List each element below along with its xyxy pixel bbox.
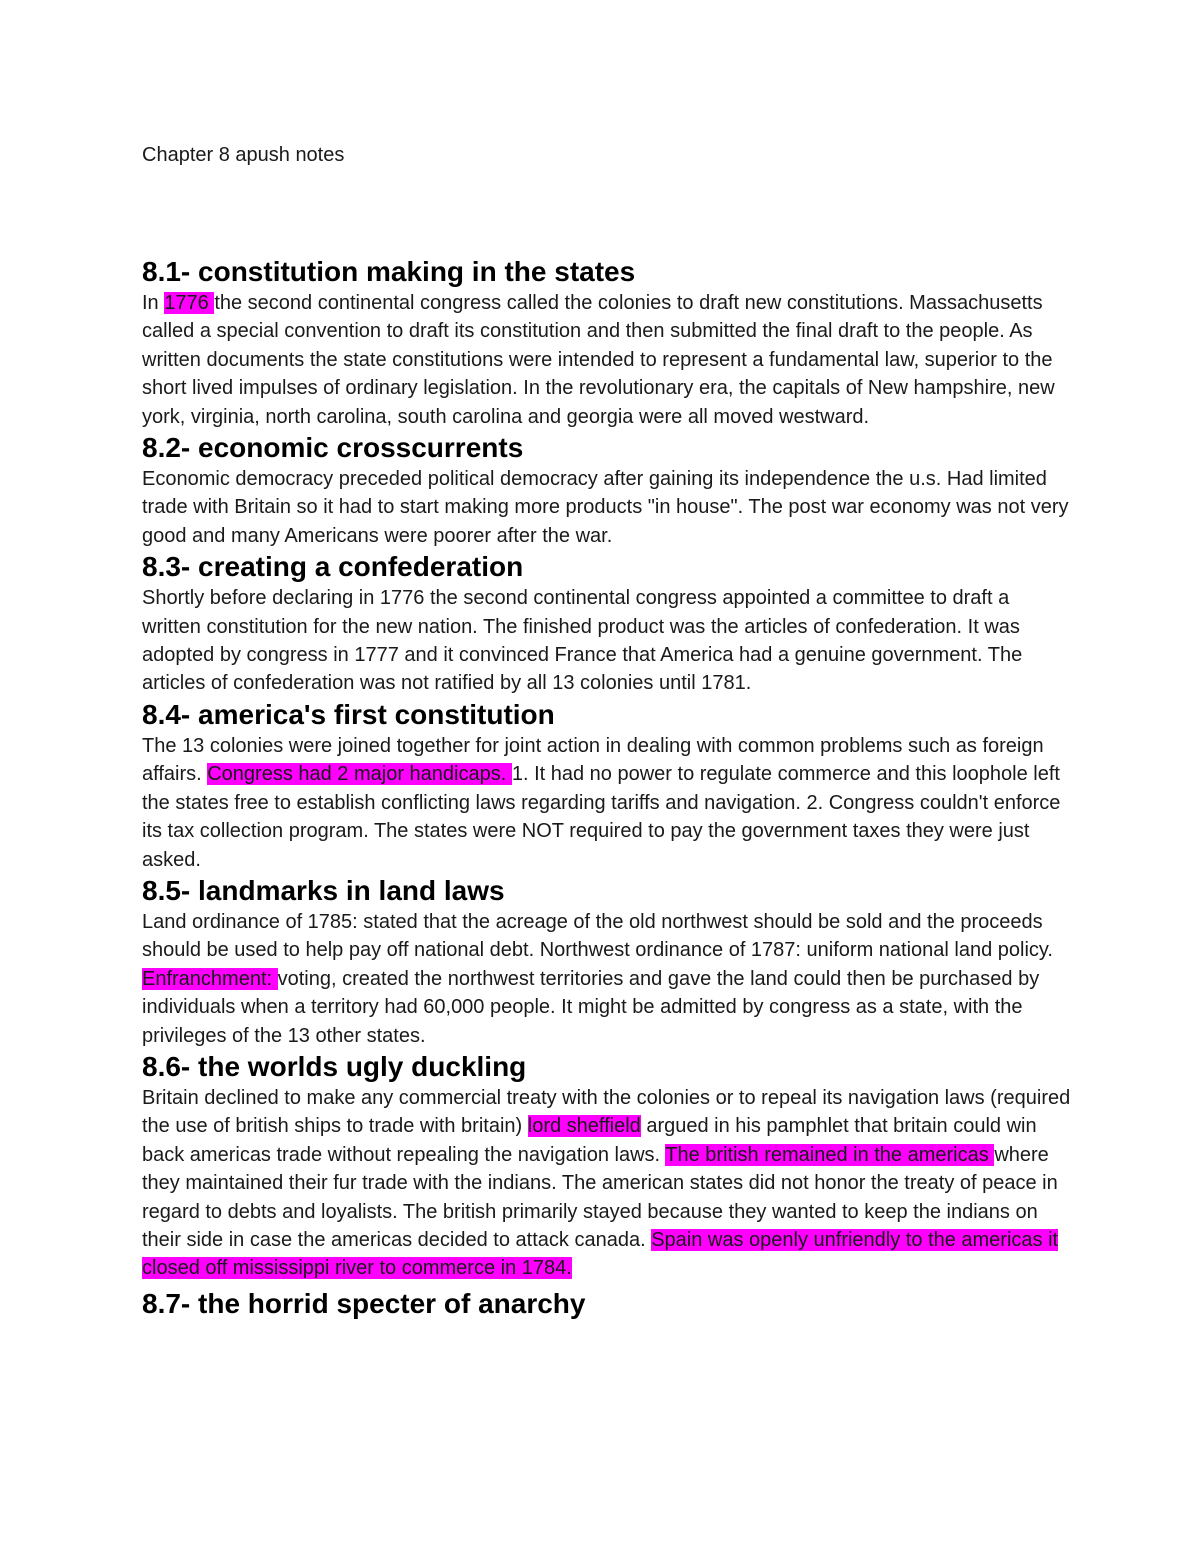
section [142, 255, 1072, 431]
document-body [142, 255, 1072, 1321]
section-heading: 8.5- landmarks in land laws [142, 874, 505, 906]
section-heading: 8.4- america's first constitution [142, 698, 555, 730]
highlight: Congress had 2 major handicaps. [207, 763, 512, 786]
highlight: The british remained in the americas [665, 1143, 995, 1166]
highlight: Enfranchment: [142, 967, 278, 990]
section-text: In 1776 the second continental congress called the colonies to draft new constitutions. Massachusetts called a special convention to draft its constitution and then submitted the final draft to the people. As written documents the state constitutions were intended to represent a fundamental law, superior to the short lived impulses of ordinary legislation. In the revolutionary era, the capitals of New hampshire, new york, virginia, north carolina, south carolina and georgia were all moved westward. [142, 292, 1055, 428]
section-text: Land ordinance of 1785: stated that the acreage of the old northwest should be sold and the proceeds should be used to help pay off national debt. Northwest ordinance of 1787: uniform national land policy. Enfranchment: voting, created the northwest territories and gave the land could then be purchased by individuals when a territory had 60,000 people. It might be admitted by congress as a state, with the privileges of the 13 other states. [142, 910, 1053, 1047]
section [142, 1050, 1072, 1283]
section-text: The 13 colonies were joined together for joint action in dealing with common problems such as foreign affairs. Congress had 2 major handicaps. 1. It had no power to regulate commerce and this loophole left the states free to establish conflicting laws regarding tariffs and navigation. 2. Congress couldn't enforce its tax collection program. The states were NOT required to pay the government taxes they were just asked. [142, 734, 1061, 871]
section-heading: 8.6- the worlds ugly duckling [142, 1050, 527, 1082]
highlight: lord sheffield [527, 1115, 641, 1138]
section [142, 550, 1072, 698]
document-title: Chapter 8 apush notes [142, 144, 345, 166]
section-text: Britain declined to make any commercial treaty with the colonies or to repeal its navigation laws (required the use of british ships to trade with britain) lord sheffield argued in his pamphlet that britain could win back americas trade without repealing the navigation laws. The british remained in the americas where they maintained their fur trade with the indians. The american states did not honor the treaty of peace in regard to debts and loyalists. The british primarily stayed because they wanted to keep the indians on their side in case the americas decided to attack canada. Spain was openly unfriendly to the americas it closed off mississippi river to commerce in 1784. [142, 1086, 1071, 1280]
section-heading: 8.3- creating a confederation [142, 551, 524, 583]
section-text: Economic democracy preceded political democracy after gaining its independence the u.s. Had limited trade with Britain so it had to start making more products "in house". The post war economy was not very good and many Americans were poorer after the war. [142, 468, 1069, 547]
section-heading: 8.1- constitution making in the states [142, 256, 636, 287]
section [142, 1287, 1072, 1321]
section [142, 698, 1072, 874]
section-text: Shortly before declaring in 1776 the second continental congress appointed a committee to draft a written constitution for the new nation. The finished product was the articles of confederation. It was adopted by congress in 1777 and it convinced France that America had a genuine government. The articles of confederation was not ratified by all 13 colonies until 1781. [142, 587, 1023, 695]
section-heading: 8.7- the horrid specter of anarchy [142, 1287, 586, 1319]
section-heading: 8.2- economic crosscurrents [142, 432, 524, 464]
section [142, 874, 1072, 1050]
section [142, 431, 1072, 550]
highlight: Spain was openly unfriendly to the americas it closed off mississippi river to commerce in 1784. [142, 1228, 1059, 1280]
highlight: 1776 [164, 292, 215, 314]
